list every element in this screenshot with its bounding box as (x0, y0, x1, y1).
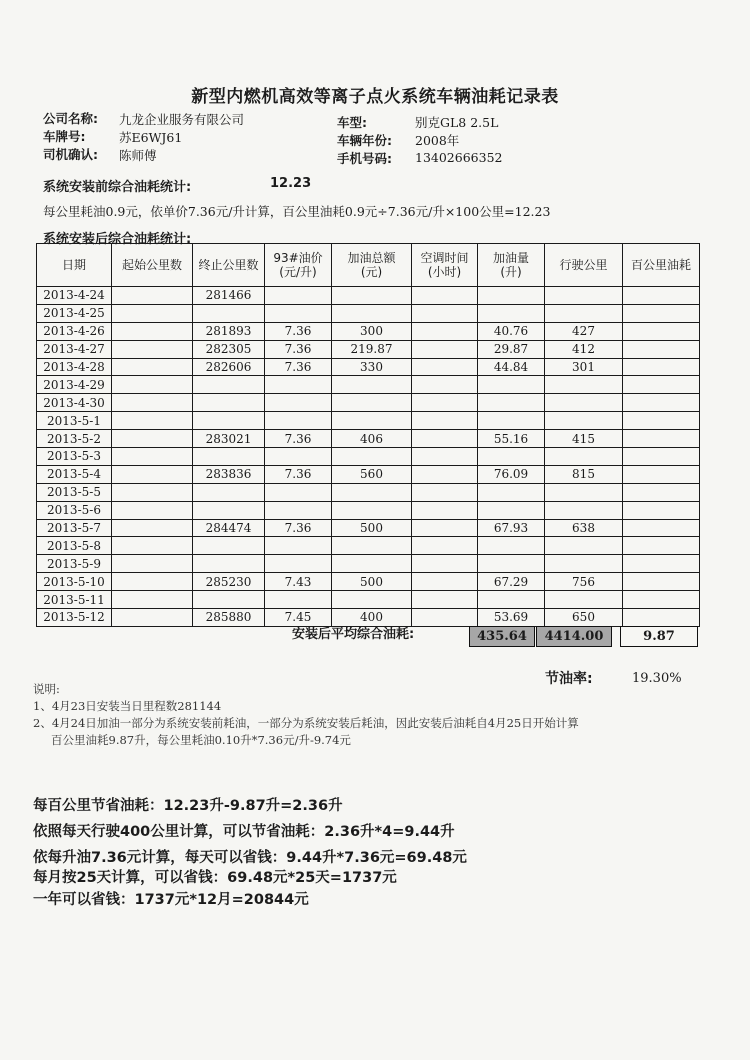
cell-total (332, 412, 412, 430)
cell-total (332, 537, 412, 555)
cell-fuel: 76.09 (478, 465, 545, 483)
cell-start-km (112, 537, 193, 555)
cell-end-km (193, 501, 265, 519)
cell-total: 219.87 (332, 340, 412, 358)
cell-total (332, 591, 412, 609)
table-header-row (37, 244, 700, 287)
phone-label: 手机号码: (337, 151, 392, 166)
cell-end-km: 281466 (193, 287, 265, 305)
cell-total (332, 483, 412, 501)
cell-km: 415 (545, 430, 623, 448)
cell-per100 (623, 591, 700, 609)
cell-price: 7.36 (265, 322, 332, 340)
cell-fuel (478, 304, 545, 322)
cell-ac-hours (412, 573, 478, 591)
driver-label: 司机确认: (43, 147, 98, 162)
cell-ac-hours (412, 465, 478, 483)
cell-start-km (112, 394, 193, 412)
cell-date: 2013-5-2 (37, 430, 112, 448)
cell-price (265, 412, 332, 430)
cell-total (332, 555, 412, 573)
table-row (37, 537, 700, 555)
cell-price: 7.36 (265, 358, 332, 376)
cell-ac-hours (412, 322, 478, 340)
table-row (37, 322, 700, 340)
cell-ac-hours (412, 430, 478, 448)
year-label: 车辆年份: (337, 133, 392, 148)
cell-price (265, 537, 332, 555)
cell-date: 2013-5-9 (37, 555, 112, 573)
cell-total (332, 394, 412, 412)
cell-end-km: 282305 (193, 340, 265, 358)
cell-price (265, 394, 332, 412)
table-row (37, 501, 700, 519)
cell-total (332, 501, 412, 519)
cell-km (545, 501, 623, 519)
table-row (37, 465, 700, 483)
year-value: 2008年 (415, 133, 460, 148)
table-row (37, 358, 700, 376)
cell-km: 412 (545, 340, 623, 358)
cell-ac-hours (412, 537, 478, 555)
cell-km: 638 (545, 519, 623, 537)
cell-km: 756 (545, 573, 623, 591)
cell-km (545, 483, 623, 501)
cell-end-km (193, 591, 265, 609)
cell-total (332, 448, 412, 466)
summary-fuel-total: 435.64 (469, 626, 535, 647)
cell-fuel: 44.84 (478, 358, 545, 376)
cell-date: 2013-5-8 (37, 537, 112, 555)
cell-total (332, 376, 412, 394)
notes-heading: 说明: (33, 682, 60, 696)
cell-end-km: 283021 (193, 430, 265, 448)
model-value: 别克GL8 2.5L (415, 115, 499, 130)
calc-line-3: 依每升油7.36元计算，每天可以省钱：9.44升*7.36元=69.48元 (33, 850, 467, 866)
table-body (37, 287, 700, 627)
cell-end-km: 281893 (193, 322, 265, 340)
cell-total: 330 (332, 358, 412, 376)
cell-end-km (193, 412, 265, 430)
table-row (37, 394, 700, 412)
cell-price: 7.36 (265, 465, 332, 483)
cell-end-km: 283836 (193, 465, 265, 483)
cell-start-km (112, 465, 193, 483)
cell-start-km (112, 376, 193, 394)
col-total-header: 加油总额 (元) (332, 244, 412, 287)
cell-ac-hours (412, 287, 478, 305)
cell-end-km: 282606 (193, 358, 265, 376)
document-title: 新型内燃机高效等离子点火系统车辆油耗记录表 (191, 87, 559, 107)
cell-ac-hours (412, 448, 478, 466)
cell-km (545, 376, 623, 394)
note-1: 1、4月23日安装当日里程数281144 (33, 699, 222, 713)
cell-start-km (112, 519, 193, 537)
col-fuel-header: 加油量 (升) (478, 244, 545, 287)
cell-end-km: 285880 (193, 609, 265, 627)
cell-end-km (193, 304, 265, 322)
cell-per100 (623, 376, 700, 394)
cell-fuel (478, 555, 545, 573)
cell-price: 7.36 (265, 340, 332, 358)
cell-total (332, 304, 412, 322)
col-start-km-header: 起始公里数 (112, 244, 193, 287)
cell-fuel (478, 501, 545, 519)
cell-per100 (623, 573, 700, 591)
before-install-detail: 每公里耗油0.9元，依单价7.36元/升计算，百公里油耗0.9元÷7.36元/升×100公里=12.23 (43, 204, 551, 219)
plate-label: 车牌号: (43, 129, 86, 144)
cell-fuel (478, 412, 545, 430)
col-date-header: 日期 (37, 244, 112, 287)
table-row (37, 287, 700, 305)
cell-price (265, 448, 332, 466)
cell-fuel (478, 483, 545, 501)
cell-total (332, 287, 412, 305)
cell-per100 (623, 555, 700, 573)
cell-price (265, 591, 332, 609)
cell-per100 (623, 537, 700, 555)
cell-start-km (112, 304, 193, 322)
cell-start-km (112, 609, 193, 627)
cell-total: 406 (332, 430, 412, 448)
cell-per100 (623, 287, 700, 305)
cell-start-km (112, 430, 193, 448)
cell-start-km (112, 287, 193, 305)
cell-ac-hours (412, 501, 478, 519)
cell-date: 2013-5-1 (37, 412, 112, 430)
cell-date: 2013-4-24 (37, 287, 112, 305)
summary-per100: 9.87 (620, 626, 698, 647)
note-2a: 2、4月24日加油一部分为系统安装前耗油，一部分为系统安装后耗油，因此安装后油耗自4月25日开始计算 (33, 716, 579, 730)
table-row (37, 573, 700, 591)
company-label: 公司名称: (43, 111, 98, 126)
cell-per100 (623, 609, 700, 627)
cell-date: 2013-4-27 (37, 340, 112, 358)
cell-fuel (478, 287, 545, 305)
cell-km (545, 591, 623, 609)
cell-price: 7.36 (265, 430, 332, 448)
cell-fuel (478, 376, 545, 394)
cell-per100 (623, 430, 700, 448)
cell-per100 (623, 358, 700, 376)
cell-ac-hours (412, 394, 478, 412)
phone-value: 13402666352 (415, 150, 503, 165)
cell-start-km (112, 448, 193, 466)
cell-date: 2013-5-12 (37, 609, 112, 627)
plate-value: 苏E6WJ61 (119, 130, 183, 145)
cell-fuel (478, 448, 545, 466)
company-value: 九龙企业服务有限公司 (119, 112, 245, 127)
cell-per100 (623, 483, 700, 501)
table-row (37, 412, 700, 430)
col-price-header: 93#油价 (元/升) (265, 244, 332, 287)
cell-fuel: 29.87 (478, 340, 545, 358)
cell-total: 300 (332, 322, 412, 340)
cell-per100 (623, 412, 700, 430)
cell-km (545, 555, 623, 573)
cell-start-km (112, 555, 193, 573)
cell-total: 500 (332, 573, 412, 591)
cell-fuel: 40.76 (478, 322, 545, 340)
after-install-label: 系统安装后综合油耗统计: (43, 232, 192, 247)
cell-km (545, 448, 623, 466)
table-row (37, 448, 700, 466)
cell-ac-hours (412, 376, 478, 394)
cell-ac-hours (412, 412, 478, 430)
note-2b: 百公里油耗9.87升，每公里耗油0.10升*7.36元/升-9.74元 (51, 733, 351, 747)
table-row (37, 591, 700, 609)
summary-km-total: 4414.00 (536, 626, 612, 647)
cell-date: 2013-5-4 (37, 465, 112, 483)
cell-start-km (112, 412, 193, 430)
cell-per100 (623, 519, 700, 537)
calc-line-1: 每百公里节省油耗：12.23升-9.87升=2.36升 (33, 798, 343, 814)
cell-ac-hours (412, 483, 478, 501)
before-install-label: 系统安装前综合油耗统计: (43, 180, 192, 195)
cell-fuel: 53.69 (478, 609, 545, 627)
cell-date: 2013-5-10 (37, 573, 112, 591)
cell-fuel: 67.29 (478, 573, 545, 591)
cell-total: 400 (332, 609, 412, 627)
cell-end-km (193, 448, 265, 466)
col-end-km-header: 终止公里数 (193, 244, 265, 287)
cell-km (545, 537, 623, 555)
cell-start-km (112, 322, 193, 340)
cell-per100 (623, 304, 700, 322)
cell-price (265, 376, 332, 394)
cell-fuel (478, 537, 545, 555)
cell-ac-hours (412, 358, 478, 376)
cell-date: 2013-5-6 (37, 501, 112, 519)
cell-start-km (112, 501, 193, 519)
cell-fuel (478, 591, 545, 609)
cell-date: 2013-4-28 (37, 358, 112, 376)
cell-price (265, 483, 332, 501)
table-row (37, 430, 700, 448)
cell-total: 560 (332, 465, 412, 483)
cell-price: 7.45 (265, 609, 332, 627)
cell-ac-hours (412, 609, 478, 627)
cell-per100 (623, 448, 700, 466)
col-km-header: 行驶公里 (545, 244, 623, 287)
cell-km (545, 394, 623, 412)
cell-start-km (112, 591, 193, 609)
cell-per100 (623, 340, 700, 358)
table-row (37, 519, 700, 537)
cell-km (545, 304, 623, 322)
cell-start-km (112, 358, 193, 376)
cell-end-km (193, 555, 265, 573)
before-install-value: 12.23 (270, 176, 312, 191)
cell-per100 (623, 394, 700, 412)
cell-date: 2013-4-30 (37, 394, 112, 412)
cell-end-km: 284474 (193, 519, 265, 537)
cell-per100 (623, 501, 700, 519)
table-row (37, 376, 700, 394)
cell-ac-hours (412, 519, 478, 537)
cell-per100 (623, 465, 700, 483)
cell-km: 301 (545, 358, 623, 376)
cell-fuel: 67.93 (478, 519, 545, 537)
cell-start-km (112, 483, 193, 501)
summary-label: 安装后平均综合油耗: (292, 627, 415, 642)
cell-price: 7.36 (265, 519, 332, 537)
cell-price (265, 555, 332, 573)
fuel-log-table (36, 243, 700, 627)
saving-rate-value: 19.30% (632, 671, 682, 686)
cell-price: 7.43 (265, 573, 332, 591)
cell-price (265, 304, 332, 322)
cell-price (265, 501, 332, 519)
calc-line-4: 每月按25天计算，可以省钱：69.48元*25天=1737元 (33, 870, 397, 886)
cell-ac-hours (412, 555, 478, 573)
cell-end-km (193, 394, 265, 412)
table-row (37, 304, 700, 322)
cell-date: 2013-4-25 (37, 304, 112, 322)
cell-fuel: 55.16 (478, 430, 545, 448)
col-ac-header: 空调时间 (小时) (412, 244, 478, 287)
cell-km: 815 (545, 465, 623, 483)
cell-fuel (478, 394, 545, 412)
cell-ac-hours (412, 591, 478, 609)
cell-end-km (193, 537, 265, 555)
cell-per100 (623, 322, 700, 340)
cell-total: 500 (332, 519, 412, 537)
table-row (37, 483, 700, 501)
model-label: 车型: (337, 115, 367, 130)
cell-date: 2013-5-7 (37, 519, 112, 537)
cell-price (265, 287, 332, 305)
calc-line-5: 一年可以省钱：1737元*12月=20844元 (33, 892, 309, 908)
driver-value: 陈师傅 (119, 148, 157, 163)
cell-start-km (112, 340, 193, 358)
cell-km (545, 412, 623, 430)
cell-end-km (193, 483, 265, 501)
calc-line-2: 依照每天行驶400公里计算，可以节省油耗：2.36升*4=9.44升 (33, 824, 455, 840)
table-row (37, 340, 700, 358)
cell-end-km: 285230 (193, 573, 265, 591)
cell-ac-hours (412, 340, 478, 358)
cell-date: 2013-5-5 (37, 483, 112, 501)
cell-date: 2013-5-3 (37, 448, 112, 466)
cell-date: 2013-4-26 (37, 322, 112, 340)
cell-date: 2013-4-29 (37, 376, 112, 394)
cell-km: 427 (545, 322, 623, 340)
col-per100-header: 百公里油耗 (623, 244, 700, 287)
cell-end-km (193, 376, 265, 394)
cell-km (545, 287, 623, 305)
cell-date: 2013-5-11 (37, 591, 112, 609)
cell-km: 650 (545, 609, 623, 627)
cell-start-km (112, 573, 193, 591)
saving-rate-label: 节油率: (545, 671, 593, 687)
table-row (37, 555, 700, 573)
cell-ac-hours (412, 304, 478, 322)
